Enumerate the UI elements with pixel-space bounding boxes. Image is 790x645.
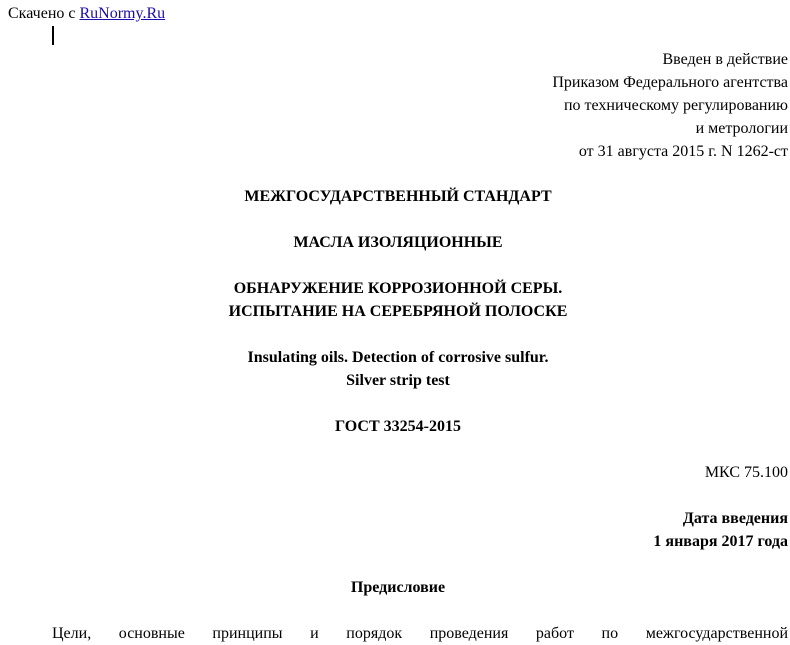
title-en-line: Insulating oils. Detection of corrosive sulfur.	[247, 349, 549, 366]
introduction-date	[653, 507, 788, 553]
title-ru-sub	[0, 277, 790, 323]
mks-code: МКС 75.100	[704, 464, 788, 481]
title-ru-sub-line: ОБНАРУЖЕНИЕ КОРРОЗИОННОЙ СЕРЫ.	[233, 280, 563, 297]
intro-line: и метрологии	[695, 120, 788, 137]
intro-line: Введен в действие	[662, 51, 788, 68]
introduction-date-value: 1 января 2017 года	[653, 533, 788, 550]
title-en	[0, 346, 790, 392]
downloaded-prefix: Скачено с	[8, 5, 76, 22]
intro-line: от 31 августа 2015 г. N 1262-ст	[578, 143, 788, 160]
body-paragraph: Цели, основные принципы и порядок проведения работ по межгосударственной	[52, 625, 788, 642]
intro-block	[552, 48, 788, 163]
title-ru-sub-line: ИСПЫТАНИЕ НА СЕРЕБРЯНОЙ ПОЛОСКЕ	[228, 303, 568, 320]
intro-line: Приказом Федерального агентства	[552, 74, 788, 91]
introduction-date-label: Дата введения	[682, 510, 788, 527]
gost-number: ГОСТ 33254-2015	[335, 418, 461, 435]
source-line	[8, 4, 165, 24]
text-cursor	[52, 26, 54, 45]
preface-heading: Предисловие	[350, 579, 446, 596]
standard-type-heading: МЕЖГОСУДАРСТВЕННЫЙ СТАНДАРТ	[244, 188, 552, 205]
runormy-link[interactable]: RuNormy.Ru	[79, 5, 166, 22]
title-ru-main: МАСЛА ИЗОЛЯЦИОННЫЕ	[293, 234, 503, 251]
title-en-line: Silver strip test	[346, 372, 450, 389]
intro-line: по техническому регулированию	[563, 97, 788, 114]
